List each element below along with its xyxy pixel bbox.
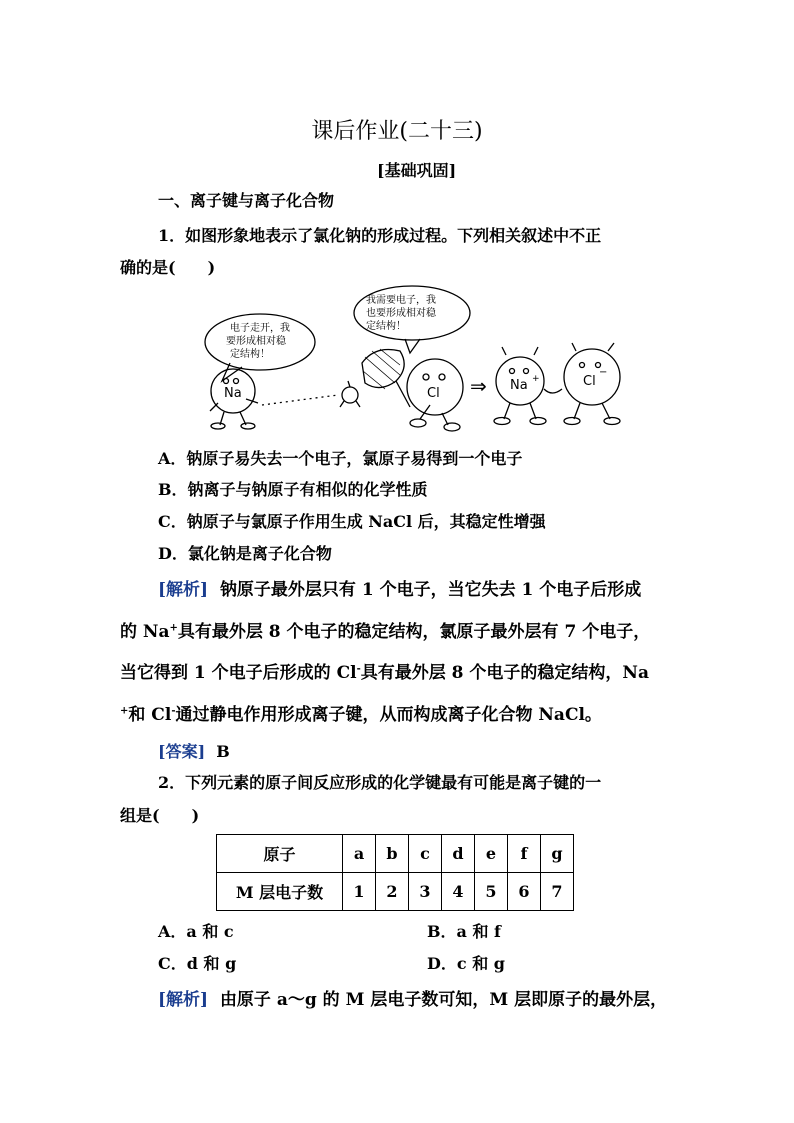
q1-option-c: C．钠原子与氯原子作用生成 NaCl 后，其稳定性增强 bbox=[158, 512, 546, 531]
cl-ion-charge: − bbox=[599, 367, 608, 378]
q1-answer: [答案] B bbox=[158, 742, 230, 761]
butterfly-net bbox=[362, 350, 404, 388]
table-header-atom: 原子 bbox=[217, 835, 343, 873]
table-cell: b bbox=[376, 835, 409, 873]
q1-analysis-line1: [解析] 钠原子最外层只有 1 个电子，当它失去 1 个电子后形成 bbox=[158, 580, 642, 600]
na-ion-charge: + bbox=[532, 374, 540, 384]
q1-analysis-line3: 当它得到 1 个电子后形成的 Cl-具有最外层 8 个电子的稳定结构，Na bbox=[120, 663, 649, 683]
analysis-tag: [解析] bbox=[158, 580, 209, 600]
q2-option-b: B．a 和 f bbox=[427, 922, 501, 941]
q1-option-b: B．钠离子与钠原子有相似的化学性质 bbox=[158, 480, 428, 499]
q2-option-d: D．c 和 g bbox=[427, 954, 505, 973]
bubble-left-line3: 定结构！ bbox=[230, 349, 270, 360]
cl-label: Cl bbox=[427, 386, 440, 401]
table-row bbox=[217, 835, 574, 873]
bubble-right-line3: 定结构！ bbox=[366, 321, 406, 332]
q1-analysis-line2: 的 Na+具有最外层 8 个电子的稳定结构，氯原子最外层有 7 个电子， bbox=[120, 622, 651, 642]
reaction-arrow: ⇒ bbox=[470, 374, 487, 398]
q1-option-a: A．钠原子易失去一个电子，氯原子易得到一个电子 bbox=[158, 449, 523, 468]
table-cell: 3 bbox=[409, 873, 442, 911]
na-ion-label: Na bbox=[510, 378, 528, 393]
table-cell: g bbox=[541, 835, 574, 873]
q2-option-a: A．a 和 c bbox=[158, 922, 234, 941]
table-row bbox=[217, 873, 574, 911]
table-cell: 5 bbox=[475, 873, 508, 911]
table-header-m-electrons: M 层电子数 bbox=[217, 873, 343, 911]
table-cell: 4 bbox=[442, 873, 475, 911]
cl-ion-label: Cl bbox=[583, 374, 596, 389]
q2-option-c: C．d 和 g bbox=[158, 954, 237, 973]
table-cell: d bbox=[442, 835, 475, 873]
bubble-right-line1: 我需要电子，我 bbox=[366, 295, 436, 306]
electron-count-table bbox=[216, 834, 574, 911]
bubble-left-line1: 电子走开，我 bbox=[230, 323, 290, 334]
table-cell: e bbox=[475, 835, 508, 873]
q1-analysis-line4: +和 Cl-通过静电作用形成离子键，从而构成离子化合物 NaCl。 bbox=[120, 705, 602, 725]
na-label: Na bbox=[224, 386, 242, 401]
table-cell: 7 bbox=[541, 873, 574, 911]
table-cell: f bbox=[508, 835, 541, 873]
analysis-tag: [解析] bbox=[158, 990, 209, 1010]
electron-figure bbox=[342, 387, 358, 403]
q2-stem-line2: 组是( ) bbox=[120, 806, 200, 825]
bubble-left-line2: 要形成相对稳 bbox=[226, 336, 286, 347]
section-subtitle: [基础巩固] bbox=[377, 161, 457, 180]
q1-stem-line2: 确的是( ) bbox=[120, 258, 216, 277]
table-cell: 6 bbox=[508, 873, 541, 911]
q2-analysis-line1: [解析] 由原子 a～g 的 M 层电子数可知，M 层即原子的最外层， bbox=[158, 990, 668, 1010]
bubble-right-line2: 也要形成相对稳 bbox=[366, 308, 436, 319]
table-cell: c bbox=[409, 835, 442, 873]
nacl-formation-figure bbox=[200, 285, 630, 435]
table-cell: a bbox=[343, 835, 376, 873]
page-title: 课后作业(二十三) bbox=[311, 119, 483, 144]
table-cell: 2 bbox=[376, 873, 409, 911]
q1-option-d: D．氯化钠是离子化合物 bbox=[158, 544, 332, 563]
section-heading: 一、离子键与离子化合物 bbox=[158, 191, 335, 210]
q1-stem-line1: 1．如图形象地表示了氯化钠的形成过程。下列相关叙述中不正 bbox=[158, 226, 602, 245]
table-cell: 1 bbox=[343, 873, 376, 911]
answer-tag: [答案] bbox=[158, 742, 206, 761]
q2-stem-line1: 2．下列元素的原子间反应形成的化学键最有可能是离子键的一 bbox=[158, 773, 602, 792]
